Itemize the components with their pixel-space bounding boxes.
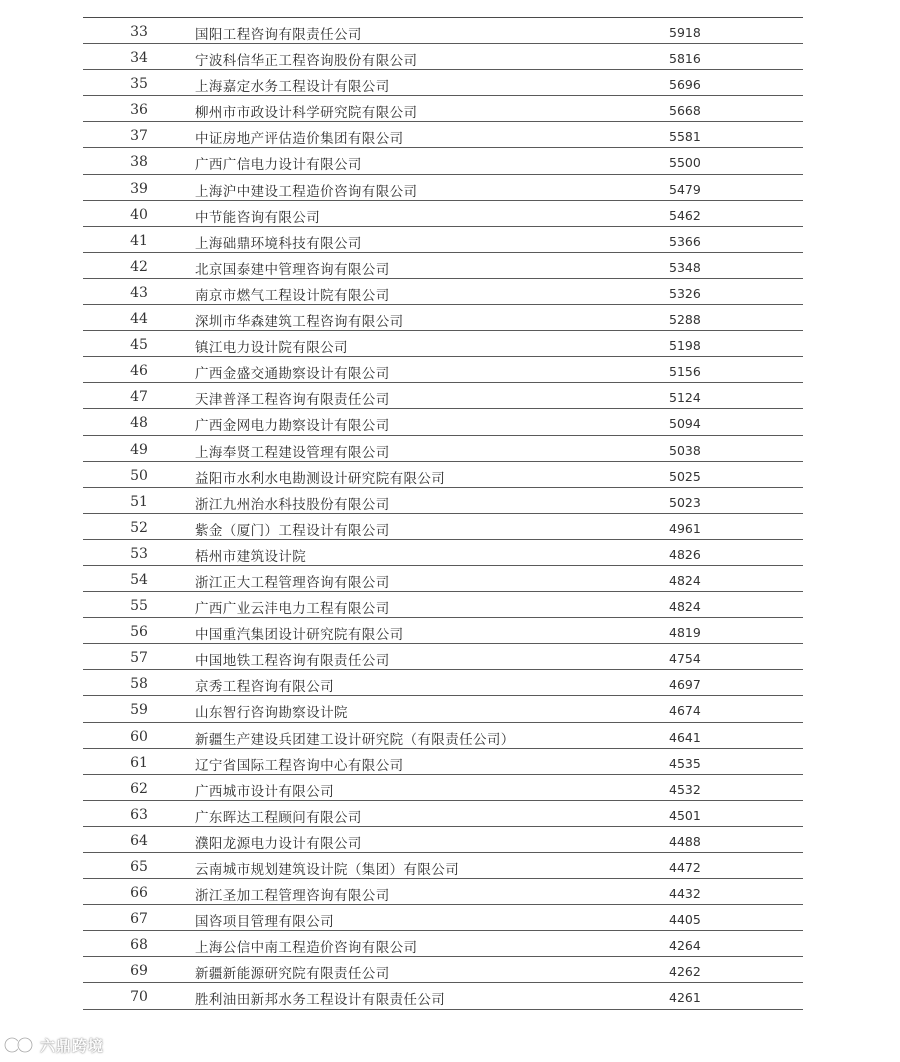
row-rank: 65 [130, 859, 148, 875]
row-rank: 47 [130, 389, 148, 406]
row-company-name: 梧州市建筑设计院 [195, 548, 307, 565]
row-rank: 64 [130, 832, 148, 849]
row-rank: 59 [130, 702, 148, 719]
table-row [83, 383, 803, 409]
row-company-name: 中国重汽集团设计研究院有限公司 [195, 627, 404, 644]
row-score: 4674 [669, 703, 701, 719]
row-company-name: 上海嘉定水务工程设计有限公司 [195, 79, 390, 96]
row-score: 5094 [669, 416, 701, 432]
row-rank: 38 [130, 154, 148, 171]
row-company-name: 浙江圣加工程管理咨询有限公司 [195, 888, 390, 905]
table-row [83, 462, 803, 488]
row-rank: 66 [130, 885, 148, 902]
row-company-name: 浙江九州治水科技股份有限公司 [195, 496, 390, 513]
row-rank: 53 [130, 545, 148, 562]
table-row [83, 827, 803, 853]
row-company-name: 紫金（厦门）工程设计有限公司 [195, 522, 390, 539]
table-row [83, 514, 803, 540]
row-rank: 58 [130, 676, 148, 693]
table-row [83, 44, 803, 70]
row-rank: 44 [130, 311, 148, 328]
row-score: 5668 [669, 103, 701, 119]
row-rank: 41 [130, 232, 148, 249]
row-score: 4535 [669, 755, 701, 771]
table-row [83, 201, 803, 227]
row-score: 5918 [669, 25, 701, 40]
table-row [83, 801, 803, 827]
row-score: 5581 [669, 129, 701, 145]
row-company-name: 辽宁省国际工程咨询中心有限公司 [195, 757, 404, 774]
table-row [83, 905, 803, 931]
row-rank: 48 [130, 415, 148, 432]
row-score: 5288 [669, 312, 701, 328]
row-score: 5500 [669, 155, 701, 171]
row-score: 4532 [669, 781, 701, 797]
row-rank: 68 [130, 937, 148, 954]
table-row [83, 696, 803, 722]
row-rank: 51 [130, 493, 148, 510]
row-rank: 69 [130, 963, 148, 980]
row-score: 5816 [669, 51, 701, 67]
row-company-name: 新疆生产建设兵团建工设计研究院（有限责任公司） [195, 731, 515, 748]
row-company-name: 广西广信电力设计有限公司 [195, 157, 362, 174]
row-company-name: 国咨项目管理有限公司 [195, 914, 334, 931]
row-rank: 63 [130, 806, 148, 823]
row-company-name: 广西金盛交通勘察设计有限公司 [195, 366, 390, 383]
table-row [83, 723, 803, 749]
row-score: 4262 [669, 964, 701, 980]
row-company-name: 上海沪中建设工程造价咨询有限公司 [195, 183, 418, 200]
row-company-name: 广西城市设计有限公司 [195, 783, 334, 800]
row-company-name: 天津普泽工程咨询有限责任公司 [195, 392, 390, 409]
row-company-name: 广东晖达工程顾问有限公司 [195, 809, 362, 826]
row-rank: 34 [130, 50, 148, 67]
row-score: 5198 [669, 338, 701, 354]
row-rank: 67 [130, 911, 148, 928]
row-company-name: 国阳工程咨询有限责任公司 [195, 27, 362, 43]
row-rank: 37 [130, 128, 148, 145]
row-company-name: 中节能咨询有限公司 [195, 209, 321, 226]
watermark-text: 六鼎跨境 [40, 1036, 105, 1055]
row-company-name: 上海奉贤工程建设管理有限公司 [195, 444, 390, 461]
row-score: 4488 [669, 833, 701, 849]
table-row [83, 305, 803, 331]
row-score: 4826 [669, 546, 701, 562]
table-row [83, 853, 803, 879]
row-score: 4697 [669, 677, 701, 693]
table-row [83, 18, 803, 44]
row-company-name: 益阳市水利水电勘测设计研究院有限公司 [195, 470, 446, 487]
row-score: 5156 [669, 364, 701, 380]
row-company-name: 浙江正大工程管理咨询有限公司 [195, 574, 390, 591]
table-row [83, 775, 803, 801]
row-score: 4432 [669, 886, 701, 902]
row-rank: 70 [130, 989, 148, 1006]
row-company-name: 镇江电力设计院有限公司 [195, 340, 348, 357]
row-score: 5462 [669, 207, 701, 223]
row-score: 5038 [669, 442, 701, 458]
row-score: 4961 [669, 520, 701, 536]
row-rank: 40 [130, 206, 148, 223]
row-company-name: 北京国泰建中管理咨询有限公司 [195, 261, 390, 278]
row-company-name: 新疆新能源研究院有限责任公司 [195, 966, 390, 983]
watermark-logo-icon [2, 1035, 36, 1055]
row-score: 4819 [669, 625, 701, 641]
row-score: 5348 [669, 259, 701, 275]
row-score: 4472 [669, 860, 701, 875]
row-score: 5479 [669, 181, 701, 197]
row-rank: 39 [130, 180, 148, 197]
table-row [83, 749, 803, 775]
row-company-name: 胜利油田新邦水务工程设计有限责任公司 [195, 992, 446, 1009]
watermark [2, 1034, 104, 1056]
table-row [83, 931, 803, 957]
row-score: 4501 [669, 807, 701, 823]
table-row [83, 983, 803, 1009]
row-score: 5696 [669, 77, 701, 93]
table-row [83, 540, 803, 566]
row-rank: 35 [130, 76, 148, 93]
row-score: 5025 [669, 468, 701, 484]
table-row [83, 644, 803, 670]
row-rank: 36 [130, 102, 148, 119]
row-score: 4641 [669, 729, 701, 745]
row-company-name: 广西广业云沣电力工程有限公司 [195, 601, 390, 618]
row-score: 4405 [669, 912, 701, 928]
table-row [83, 436, 803, 462]
table-row [83, 618, 803, 644]
table-row [83, 409, 803, 435]
row-score: 5326 [669, 285, 701, 301]
row-rank: 62 [130, 780, 148, 797]
row-company-name: 深圳市华森建筑工程咨询有限公司 [195, 314, 404, 331]
table-row [83, 488, 803, 514]
table-row [83, 957, 803, 983]
row-rank: 52 [130, 519, 148, 536]
row-score: 4264 [669, 938, 701, 954]
row-rank: 60 [130, 728, 148, 745]
row-company-name: 上海公信中南工程造价咨询有限公司 [195, 940, 418, 957]
row-score: 5023 [669, 494, 701, 510]
row-score: 4261 [669, 990, 701, 1006]
row-company-name: 濮阳龙源电力设计有限公司 [195, 835, 362, 852]
row-company-name: 京秀工程咨询有限公司 [195, 679, 334, 696]
ranking-table [83, 17, 803, 1010]
row-score: 4824 [669, 572, 701, 588]
table-row [83, 331, 803, 357]
row-company-name: 山东智行咨询勘察设计院 [195, 705, 348, 722]
table-row [83, 357, 803, 383]
row-company-name: 云南城市规划建筑设计院（集团）有限公司 [195, 862, 460, 878]
row-company-name: 柳州市市政设计科学研究院有限公司 [195, 105, 418, 122]
table-row [83, 70, 803, 96]
row-rank: 54 [130, 571, 148, 588]
row-company-name: 宁波科信华正工程咨询股份有限公司 [195, 53, 418, 70]
table-row [83, 122, 803, 148]
row-rank: 57 [130, 650, 148, 667]
table-row [83, 566, 803, 592]
row-rank: 61 [130, 754, 148, 771]
row-rank: 46 [130, 363, 148, 380]
table-row [83, 148, 803, 174]
row-score: 5366 [669, 233, 701, 249]
row-score: 4754 [669, 651, 701, 667]
row-score: 4824 [669, 599, 701, 615]
table-row [83, 592, 803, 618]
row-rank: 56 [130, 624, 148, 641]
row-rank: 45 [130, 337, 148, 354]
row-company-name: 中国地铁工程咨询有限责任公司 [195, 653, 390, 670]
table-row [83, 253, 803, 279]
row-company-name: 南京市燃气工程设计院有限公司 [195, 287, 390, 304]
table-row [83, 879, 803, 905]
row-rank: 55 [130, 598, 148, 615]
row-rank: 49 [130, 441, 148, 458]
table-row [83, 96, 803, 122]
table-row [83, 227, 803, 253]
table-row [83, 279, 803, 305]
row-company-name: 上海础鼎环境科技有限公司 [195, 235, 362, 252]
row-rank: 42 [130, 258, 148, 275]
row-rank: 33 [130, 24, 148, 40]
table-row [83, 175, 803, 201]
row-score: 5124 [669, 390, 701, 406]
row-company-name: 广西金网电力勘察设计有限公司 [195, 418, 390, 435]
row-company-name: 中证房地产评估造价集团有限公司 [195, 131, 404, 148]
row-rank: 43 [130, 284, 148, 301]
row-rank: 50 [130, 467, 148, 484]
table-row [83, 670, 803, 696]
